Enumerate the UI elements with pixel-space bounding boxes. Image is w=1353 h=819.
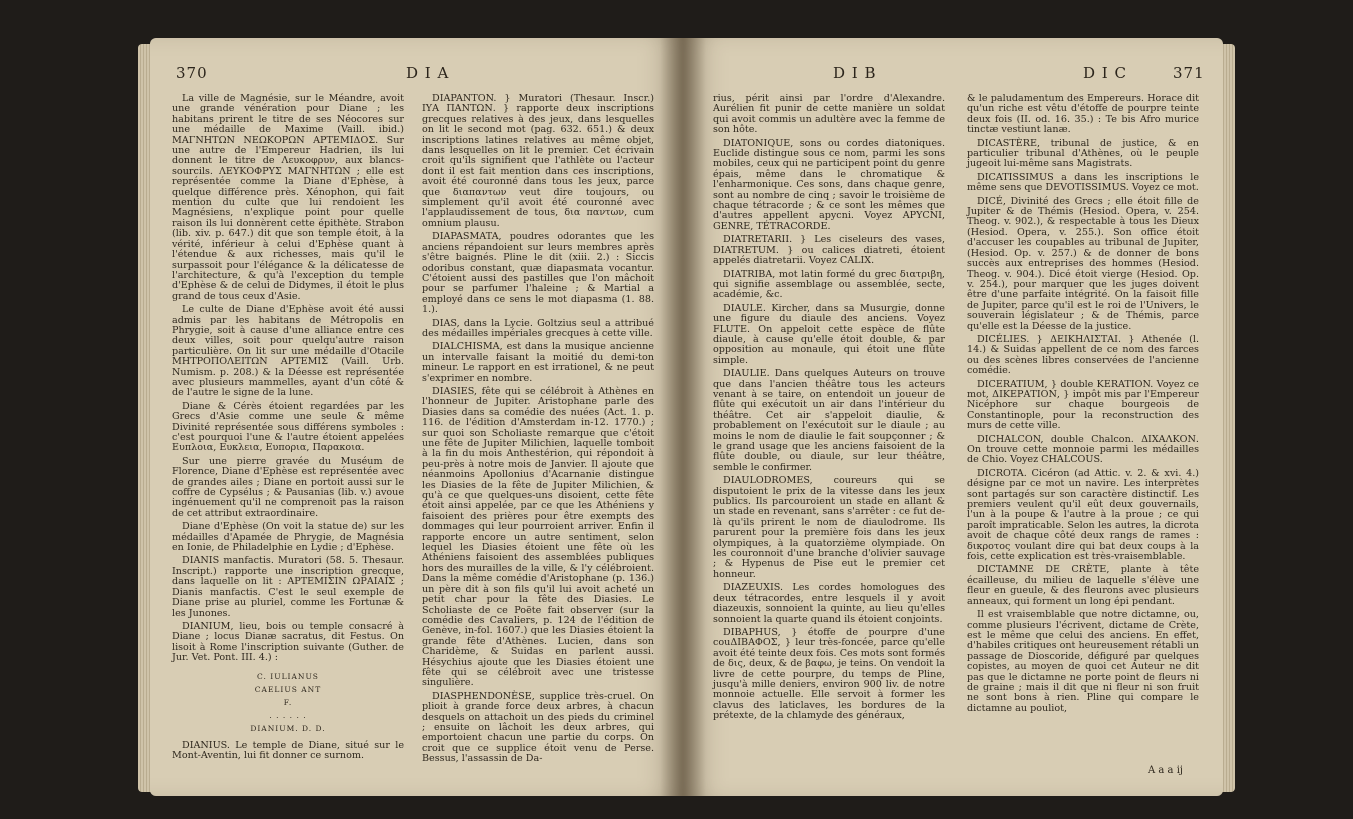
paragraph: DIAULE. Kircher, dans sa Musurgie, donne une figure du diaule des anciens. Voyez FLUTE. On appeloit cette espèce de flûte diaule, à cause qu'elle étoit double, & par opposition au monaule, qui étoit une flûte simple. <box>713 302 945 366</box>
paragraph: DIALCHISMA, est dans la musique ancienne un intervalle faisant la moitié du demi-ton mineur. Le rapport en est irrationel, & ne peut s'exprimer en nombre. <box>422 341 654 384</box>
left-column-2 <box>422 94 654 768</box>
inscription-line: . . . . . . <box>269 710 307 720</box>
paragraph: DIANIS manfactis. Muratori (58. 5. Thesaur. Inscript.) rapporte une inscription grecque, dans laquelle on lit : ΑΡΤΕΜΙΣΙΝ ΩΡΑΙΑΙΣ ; Dianis manfactis. C'est le seul exemple de Diane prise au pluriel, comme les Fortunæ & les Junones. <box>172 555 404 619</box>
right-page-edges <box>1221 44 1235 792</box>
paragraph: DICÉLIES. } ΔΕΙΚΗΛΙΣΤΑΙ. } Athenée (l. 14.) & Suidas appellent de ce nom des farces ou des scènes libres conservées de l'ancienne comédie. <box>967 333 1199 377</box>
left-page <box>150 38 683 796</box>
paragraph: DIAS, dans la Lycie. Goltzius seul a attribué des médailles impériales grecques à cette ville. <box>422 317 654 339</box>
right-page <box>683 38 1223 796</box>
right-head-word-2: D I C <box>1083 64 1127 82</box>
paragraph: DIAPASMATA, poudres odorantes que les anciens répandoient sur leurs membres après s'être baignés. Pline le dit (xiii. 2.) : Siccis odoribus constant, quæ diapasmata vocantur. C'étoient aussi des pastilles que l'on mâchoit pour se parfumer l'haleine ; & Martial a employé dans ce sens le mot diapasma (1. 88. 1.). <box>422 231 654 316</box>
paragraph: Sur une pierre gravée du Muséum de Florence, Diane d'Ephèse est représentée avec de grandes ailes ; Diane en portoit aussi sur le coffre de Cypsélus ; & Pausanias (lib. v.) avoue ingénuement qu'il ne comprenoit pas la raison de cet attribut extraordinaire. <box>172 455 404 519</box>
paragraph: & le paludamentum des Empereurs. Horace dit qu'un riche est vêtu d'étoffe de pourpre teinte deux fois (II. od. 16. 35.) : Te bis Afro murice tinctæ vestiunt lanæ. <box>967 93 1199 136</box>
paragraph: DICTAMNE DE CRÈTE, plante à tête écailleuse, du milieu de laquelle s'élève une fleur en gueule, & des fleurons avec plusieurs anneaux, qui forment un long épi pendant. <box>967 564 1199 607</box>
paragraph: DIAZEUXIS. Les cordes homologues des deux tétracordes, entre lesquels il y avoit diazeuxis, sonnoient la quinte, au lieu qu'elles sonnoient la quarte quand ils étoient conjoints. <box>713 582 945 625</box>
right-column-2 <box>967 94 1199 717</box>
paragraph: DIAULODROMES, coureurs qui se disputoient le prix de la vitesse dans les jeux publics. Ils parcouroient un stade en allant & un stade en revenant, sans s'arrêter : ce fut de-là qu'ils prirent le nom de diaulodrome. Ils parurent pour la première fois dans les jeux olympiques, à la quatorzième olympiade. On les couronnoit d'une branche d'olivier sauvage ; & Hypenus de Pise eut le premier cet honneur. <box>713 475 945 580</box>
paragraph: DIANIUS. Le temple de Diane, situé sur le Mont-Aventin, lui fit donner ce surnom. <box>172 739 404 761</box>
paragraph: DIATRETARII. } Les ciseleurs des vases, DIATRETUM. } ou calices diatreti, étoient appelés diatretarii. Voyez CALIX. <box>713 234 945 267</box>
paragraph: DICÉ, Divinité des Grecs ; elle étoit fille de Jupiter & de Thémis (Hesiod. Opera, v. 254. Theog. v. 902.), & respectable à tous les Dieux (Hesiod. Opera, v. 255.). Son office étoit d'accuser les coupables au tribunal de Jupiter, (Hesiod. Op. v. 257.) & de donner de bons succès aux entreprises des hommes (Hesiod. Theog. v. 904.). Dicé étoit vierge (Hesiod. Op. v. 254.), pour marquer que les juges doivent être d'une parfaite intégrité. On la faisoit fille de Jupiter, parce qu'il est le roi de l'Univers, le souverain législateur ; & de Thémis, parce qu'elle est la Déesse de la justice. <box>967 195 1199 332</box>
paragraph: DIBAPHUS, } étoffe de pourpre d'une couΔΙΒΑΦΟΣ, } leur très-foncée, parce qu'elle avoit été teinte deux fois. Ces mots sont formés de δις, deux, & de βαφω, je teins. On vendoit la livre de cette pourpre, du temps de Pline, jusqu'à mille deniers, environ 900 liv. de notre monnoie actuelle. Elle servoit à former les clavus des laticlaves, les bordures de la prétexte, de la chlamyde des généraux, <box>713 626 945 722</box>
paragraph: DIASPHENDONÈSE, supplice très-cruel. On plioit à grande force deux arbres, à chacun desquels on attachoit un des pieds du criminel ; ensuite on lâchoit les deux arbres, qui emportoient chacun une partie du corps. On croit que ce supplice étoit venu de Perse. Bessus, l'assassin de Da- <box>422 690 654 765</box>
left-column-1 <box>172 94 404 764</box>
right-head-word-1: D I B <box>833 64 877 82</box>
paragraph: La ville de Magnésie, sur le Méandre, avoit une grande vénération pour Diane ; les habitans prirent le titre de ses Néocores sur une médaille de Maxime (Vaill. ibid.) ΜΑΓΝΗΤΩΝ ΝΕΩΚΟΡΩΝ ΑΡΤΕΜΙΔΟΣ. Sur une autre de l'Empereur Hadrien, ils lui donnent le titre de Λευκοφρυν, aux blancs-sourcils. ΛΕΥΚΟΦΡΥΣ ΜΑΓΝΗΤΩΝ ; elle est représentée comme la Diane d'Ephèse, à quelque différence près. Xénophon, qui fait mention du culte que lui rendoient les Magnésiens, n'explique point pour quelle raison ils lui donnèrent cette épithète. Strabon (lib. xiv. p. 647.) dit que son temple étoit, à la vérité, inférieur à celui d'Ephèse quant à l'étendue & aux richesses, mais qu'il le surpassoit pour l'élégance & la délicatesse de l'architecture, & qu'à l'exception du temple d'Ephèse & de celui de Didymes, il étoit le plus grand de tous ceux d'Asie. <box>172 93 404 302</box>
paragraph: DICASTÈRE, tribunal de justice, & en particulier tribunal d'Athènes, où le peuple jugeoit lui-même sans Magistrats. <box>967 137 1199 170</box>
paragraph: DICATISSIMUS a dans les inscriptions le même sens que DEVOTISSIMUS. Voyez ce mot. <box>967 171 1199 194</box>
paragraph: DICERATIUM, } double KERATION. Voyez ce mot, ΔΙΚΕΡΑΤΙΟΝ, } impôt mis par l'Empereur Nicéphore sur chaque bourgeois de Constantinople, pour la reconstruction des murs de cette ville. <box>967 378 1199 432</box>
book-gutter <box>660 38 706 796</box>
left-page-number: 370 <box>176 64 208 82</box>
inscription <box>172 670 404 735</box>
paragraph: DIATRIBA, mot latin formé du grec διατριβη, qui signifie assemblage ou assemblée, secte, académie, &c. <box>713 268 945 301</box>
paragraph: DIANIUM, lieu, bois ou temple consacré à Diane ; locus Dianæ sacratus, dit Festus. On lisoit à Rome l'inscription suivante (Guther. de Jur. Vet. Pont. III. 4.) : <box>172 620 404 664</box>
paragraph: DIAULIE. Dans quelques Auteurs on trouve que dans l'ancien théâtre tous les acteurs venant à se taire, on entendoit un joueur de flûte qui exécutoit un air dans l'intérieur du théâtre. Cet air s'appeloit diaulie, & probablement on l'exécutoit sur le diaule ; au moins le nom de diaulie le fait soupçonner ; & le grand usage que les anciens faisoient de la flûte double, ou diaule, sur leur théâtre, semble le confirmer. <box>713 368 945 473</box>
signature-mark: A a a ij <box>1148 765 1183 776</box>
paragraph: DICHALCON, double Chalcon. ΔΙΧΑΛΚΟΝ. On trouve cette monnoie parmi les médailles de Chio. Voyez CHALCOUS. <box>967 433 1199 466</box>
inscription-line: DIANIUM. D. D. <box>250 723 326 733</box>
paragraph: Diane & Cérès étoient regardées par les Grecs d'Asie comme une seule & même Divinité représentée sous différens symboles : c'est pourquoi l'une & l'autre étoient appelées Ευπλοια, Ευκλεια, Ευπορια, Παρακοια. <box>172 400 404 454</box>
right-column-1 <box>713 94 945 725</box>
paragraph: DICROTA. Cicéron (ad Attic. v. 2. & xvi. 4.) désigne par ce mot un navire. Les interprètes sont partagés sur son caractère distinctif. Les premiers veulent qu'il eût deux gouvernails, l'un à la poupe & l'autre à la proue ; ce qui paroît impraticable. Selon les autres, la dicrota avoit de chaque côté deux rangs de rames : δικροτος voulant dire qui bat deux coups à la fois, cette explication est très-vraisemblable. <box>967 467 1199 563</box>
paragraph: rius, périt ainsi par l'ordre d'Alexandre. Aurélien fit punir de cette manière un soldat qui avoit commis un adultère avec la femme de son hôte. <box>713 93 945 136</box>
paragraph: DIASIES, fête qui se célébroit à Athènes en l'honneur de Jupiter. Aristophane parle des Diasies dans sa comédie des nuées (Act. 1. p. 116. de l'édition d'Amsterdam in-12. 1770.) ; sur quoi son Scholiaste remarque que c'étoit une fête de Jupiter Milichien, laquelle tomboit à la fin du mois Anthestérion, qui répondoit à peu-près à notre mois de Janvier. Il ajoute que néanmoins Apollonius d'Acarnanie distingue les Diasies de la fête de Jupiter Milichien, & qu'à ce que quelques-uns disoient, cette fête étoit ainsi appelée, par ce que les Athéniens y faisoient des prières pour être exempts des dommages qui leur pourroient arriver. Enfin il rapporte encore un autre sentiment, selon lequel les Diasies étoient une fête où les Athéniens faisoient des assemblées publiques hors des murailles de la ville, & l'y célébroient. Dans la même comédie d'Aristophane (p. 136.) un père dit à son fils qu'il lui avoit acheté un petit char pour la fête des Diasies. Le Scholiaste de ce Poëte fait observer (sur la comédie des Cavaliers, p. 124 de l'édition de Genève, in-fol. 1607.) que les Diasies étoient la grande fête d'Athènes. Lucien, dans son Charidème, & Suidas en parlent aussi. Hésychius ajoute que les Diasies étoient une fête qui se célébroit avec une tristesse singulière. <box>422 385 654 689</box>
paragraph: Le culte de Diane d'Ephèse avoit été aussi admis par les habitans de Métropolis en Phrygie, soit à cause d'une alliance entre ces deux villes, soit pour quelqu'autre raison particulière. On lit sur une médaille d'Otacile ΜΗΤΡΟΠΟΛΕΙΤΩΝ ΑΡΤΕΜΙΣ (Vaill. Urb. Numism. p. 208.) & la Déesse est représentée avec plusieurs mammelles, ayant d'un côté & de l'autre le signe de la lune. <box>172 304 404 399</box>
paragraph: DIATONIQUE, sons ou cordes diatoniques. Euclide distingue sous ce nom, parmi les sons mobiles, ceux qui ne participent point du genre épais, même dans le chromatique & l'enharmonique. Ces sons, dans chaque genre, sont au nombre de cinq ; savoir le troisième de chaque tétracorde ; & ce sont les mêmes que d'autres appellent apycni. Voyez ΑΡΥCNI, GENRE, TÉTRACORDE. <box>713 137 945 232</box>
paragraph: Il est vraisemblable que notre dictamne, ou, comme plusieurs l'écrivent, dictame de Crète, est le même que celui des anciens. En effet, d'habiles critiques ont heureusement rétabli un passage de Dioscoride, défiguré par quelques copistes, au moyen de quoi cet Auteur ne dit pas que le dictamne ne porte point de fleurs ni de graine ; mais il dit que ni fleur ni son fruit ne sont bons à rien. Pline qui compare le dictamne au pouliot, <box>967 609 1199 714</box>
inscription-line: F. <box>283 697 293 707</box>
left-head-word: D I A <box>406 64 450 82</box>
paragraph: Diane d'Ephèse (On voit la statue de) sur les médailles d'Apamée de Phrygie, de Magnésia en Ionie, de Philadelphie en Lydie ; d'Ephèse. <box>172 521 404 554</box>
paragraph: DIAPANTON. } Muratori (Thesaur. Inscr.) ΙΥΑ ΠΑΝΤΩΝ. } rapporte deux inscriptions grecques relatives à des jeux, dans lesquelles on lit le second mot (pag. 632. 651.) & deux inscriptions latines relatives au même objet, dans lesquelles on lit le premier. Cet écrivain croit qu'ils signifient que l'athlète ou l'acteur dont il est fait mention dans ces inscriptions, avoit été couronné dans tous les jeux, parce que διαπαντων veut dire toujours, ou simplement qu'il avoit été couronné avec l'applaudissement de tous, δια παντων, cum omnium plausu. <box>422 93 654 229</box>
inscription-line: CAELIUS ANT <box>254 684 322 694</box>
inscription-line: C. IULIANUS <box>257 671 319 681</box>
right-page-number: 371 <box>1173 64 1205 82</box>
